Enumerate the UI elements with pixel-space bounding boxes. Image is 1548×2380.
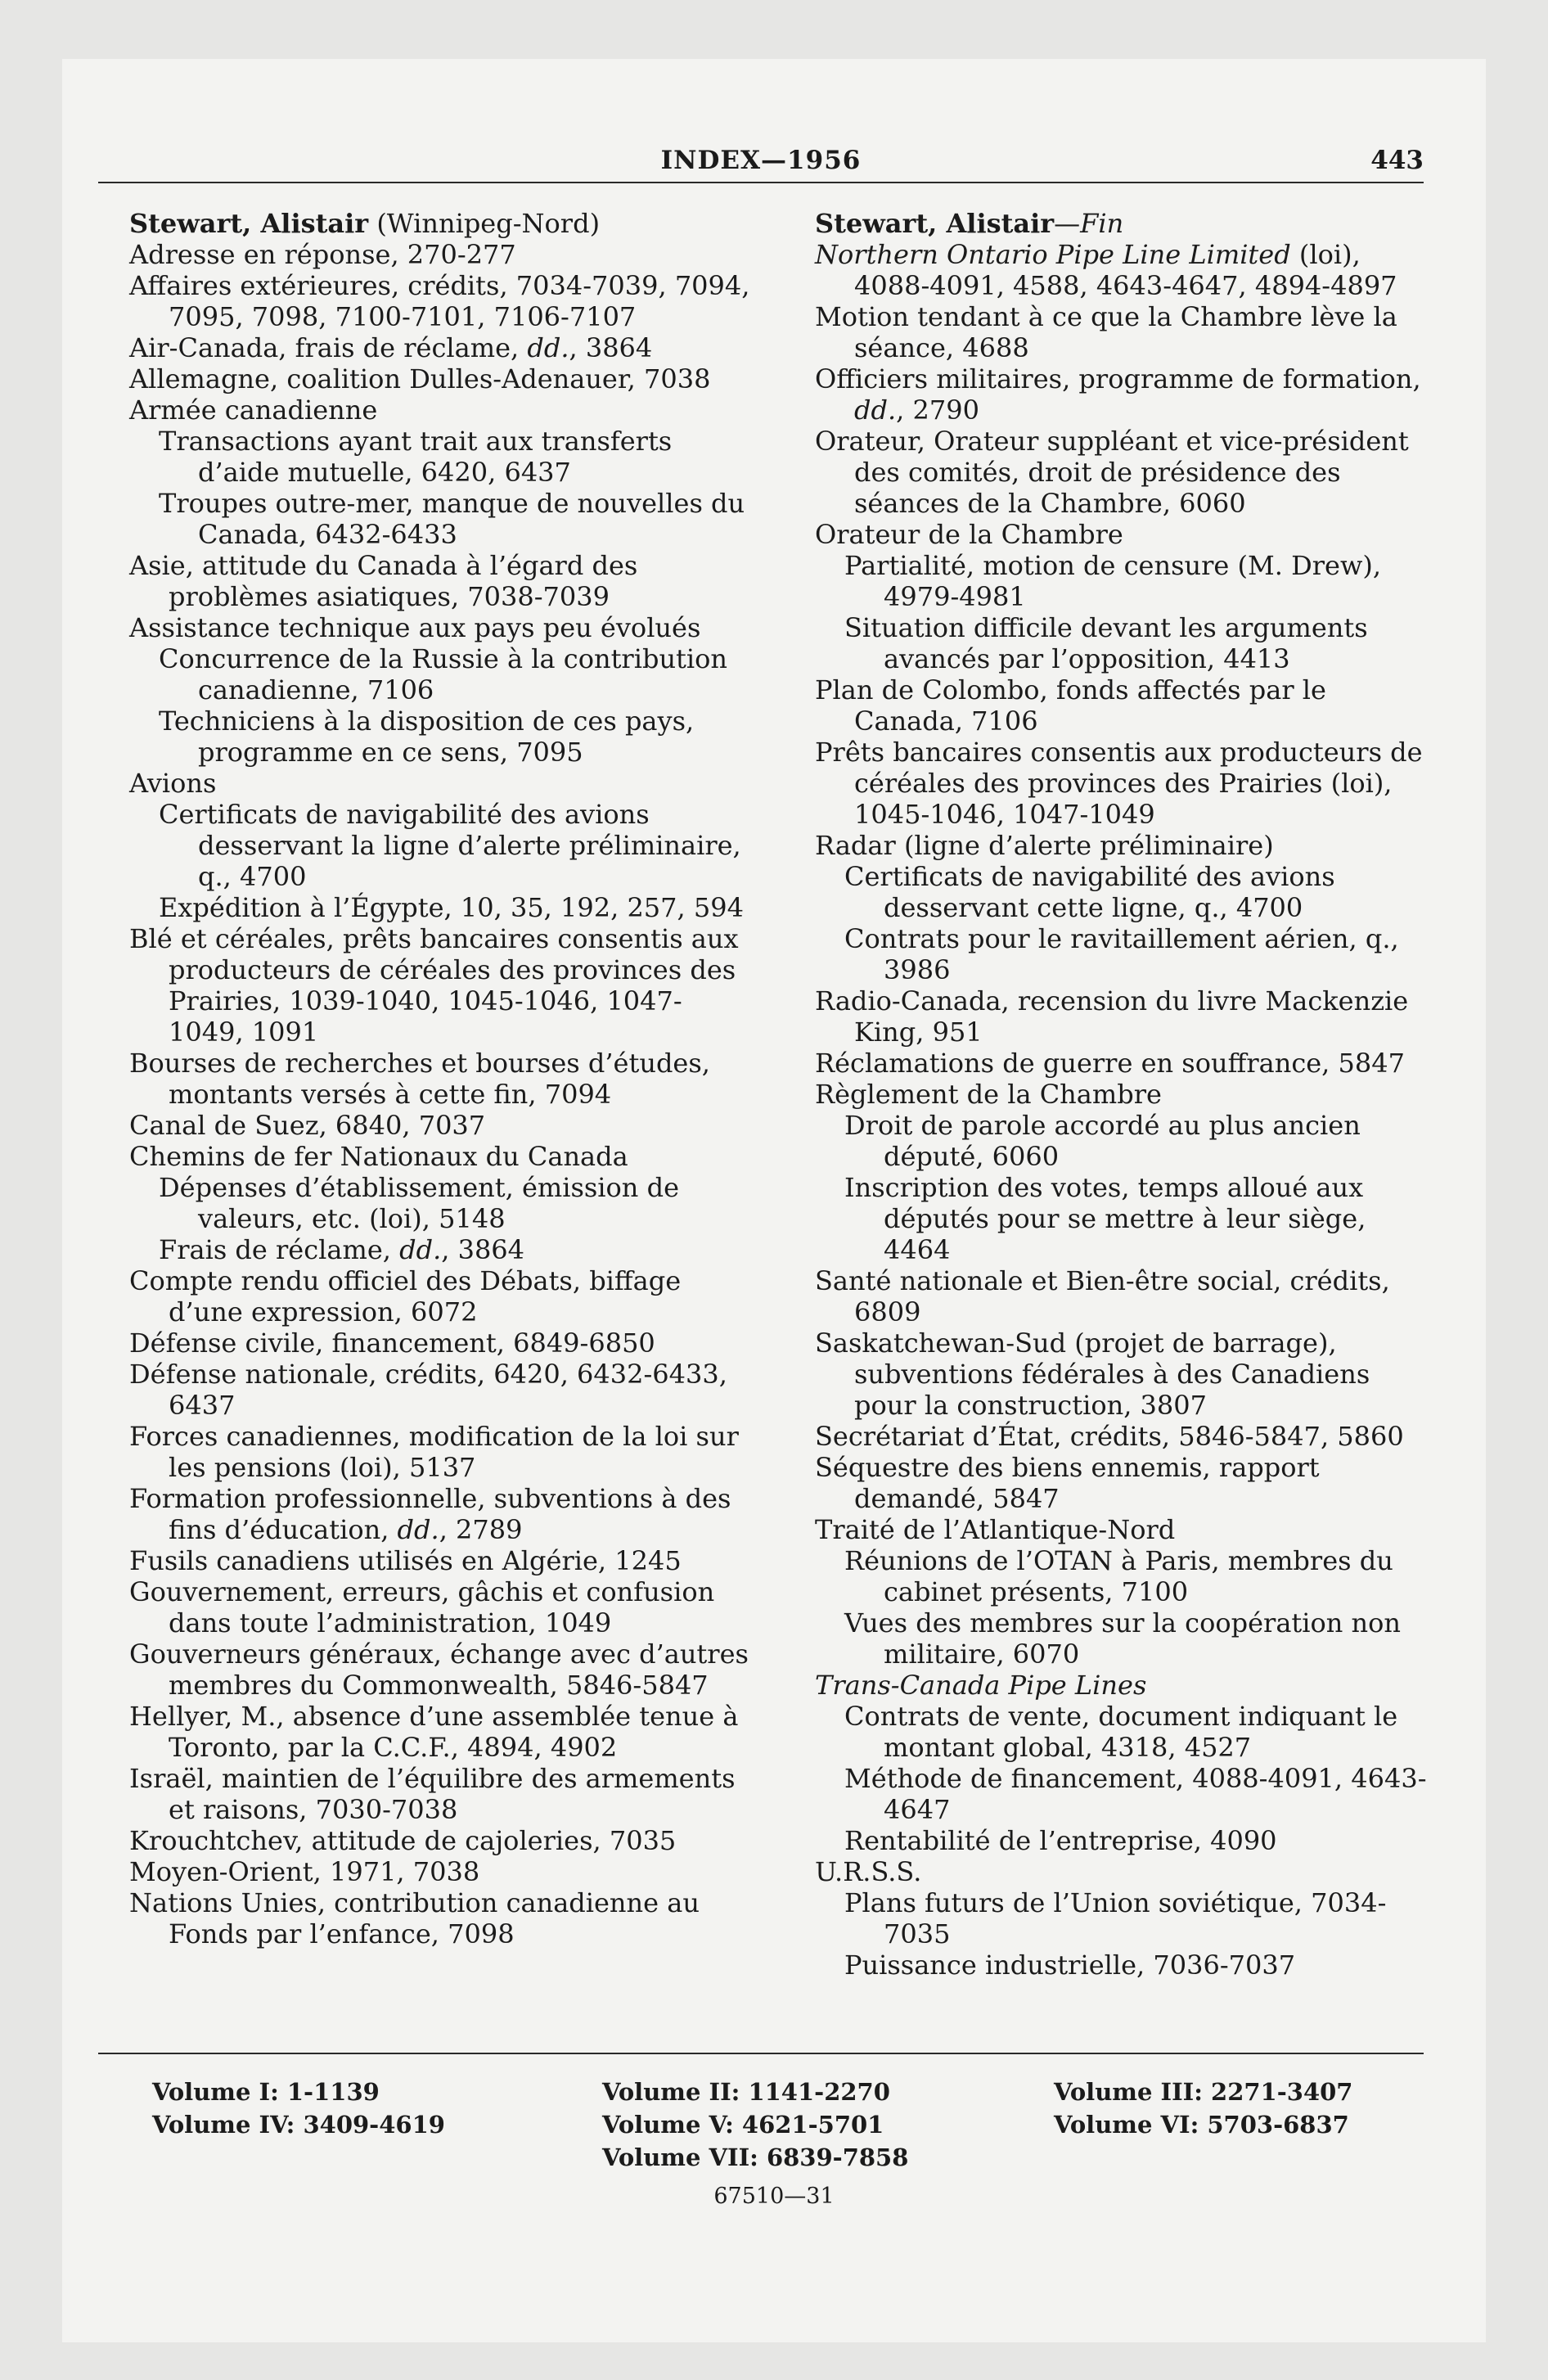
index-subentry: Méthode de financement, 4088-4091, 4643-4647 xyxy=(844,1763,1427,1825)
index-subentry: Partialité, motion de censure (M. Drew), 4979-4981 xyxy=(844,550,1382,612)
index-entry: Chemins de fer Nationaux du Canada xyxy=(129,1141,628,1172)
index-entry: Santé nationale et Bien-être social, crédits, 6809 xyxy=(815,1265,1390,1327)
header-rule xyxy=(98,182,1424,183)
index-entry: Secrétariat d’État, crédits, 5846-5847, 5860 xyxy=(815,1421,1404,1452)
index-subentry: Plans futurs de l’Union soviétique, 7034-7035 xyxy=(844,1887,1387,1950)
index-subentry: Contrats de vente, document indiquant le montant global, 4318, 4527 xyxy=(844,1701,1398,1763)
index-subentry: Puissance industrielle, 7036-7037 xyxy=(844,1950,1296,1981)
index-entry: Avions xyxy=(129,768,217,799)
index-entry: Formation professionnelle, subventions à des fins d’éducation, dd., 2789 xyxy=(129,1483,731,1545)
volume-3: Volume III: 2271-3407 xyxy=(1054,2078,1353,2106)
index-entry: Blé et céréales, prêts bancaires consentis aux producteurs de céréales des provinces des Prairies, 1039-1040, 1045-1046, 1047-1049, 1091 xyxy=(129,923,739,1048)
index-subentry: Rentabilité de l’entreprise, 4090 xyxy=(844,1825,1277,1856)
index-entry: Gouvernement, erreurs, gâchis et confusion dans toute l’administration, 1049 xyxy=(129,1576,715,1639)
index-entry: Northern Ontario Pipe Line Limited (loi), 4088-4091, 4588, 4643-4647, 4894-4897 xyxy=(815,239,1397,301)
index-entry: Défense civile, financement, 6849-6850 xyxy=(129,1327,655,1359)
index-entry: Officiers militaires, programme de formation, dd., 2790 xyxy=(815,363,1421,426)
index-entry: Défense nationale, crédits, 6420, 6432-6433, 6437 xyxy=(129,1359,727,1421)
index-entry: Armée canadienne xyxy=(129,394,378,426)
index-entry: Orateur de la Chambre xyxy=(815,519,1123,550)
index-subentry: Droit de parole accordé au plus ancien député, 6060 xyxy=(844,1110,1361,1172)
volume-2: Volume II: 1141-2270 xyxy=(602,2078,890,2106)
index-subentry: Troupes outre-mer, manque de nouvelles du Canada, 6432-6433 xyxy=(159,488,745,550)
index-heading: Stewart, Alistair (Winnipeg-Nord) xyxy=(129,208,601,239)
index-entry: Canal de Suez, 6840, 7037 xyxy=(129,1110,486,1141)
index-entry: Séquestre des biens ennemis, rapport demandé, 5847 xyxy=(815,1452,1320,1514)
index-entry: Nations Unies, contribution canadienne au Fonds par l’enfance, 7098 xyxy=(129,1887,700,1950)
index-subentry: Certificats de navigabilité des avions desservant la ligne d’alerte préliminaire, q., 4700 xyxy=(159,799,741,892)
index-entry: Hellyer, M., absence d’une assemblée tenue à Toronto, par la C.C.F., 4894, 4902 xyxy=(129,1701,739,1763)
index-entry: Trans-Canada Pipe Lines xyxy=(815,1670,1147,1701)
index-entry: Motion tendant à ce que la Chambre lève la séance, 4688 xyxy=(815,301,1397,363)
index-subentry: Certificats de navigabilité des avions desservant cette ligne, q., 4700 xyxy=(844,861,1335,923)
index-entry: Plan de Colombo, fonds affectés par le Canada, 7106 xyxy=(815,674,1326,737)
index-subentry: Réunions de l’OTAN à Paris, membres du cabinet présents, 7100 xyxy=(844,1545,1393,1607)
index-entry: Fusils canadiens utilisés en Algérie, 1245 xyxy=(129,1545,682,1576)
index-entry: Air-Canada, frais de réclame, dd., 3864 xyxy=(129,332,653,363)
index-entry: Prêts bancaires consentis aux producteurs de céréales des provinces des Prairies (loi), 1045-1046, 1047-1049 xyxy=(815,737,1423,830)
index-subentry: Dépenses d’établissement, émission de valeurs, etc. (loi), 5148 xyxy=(159,1172,679,1234)
footer-rule xyxy=(98,2053,1424,2054)
volume-6: Volume VI: 5703-6837 xyxy=(1054,2111,1349,2139)
index-entry: Asie, attitude du Canada à l’égard des problèmes asiatiques, 7038-7039 xyxy=(129,550,638,612)
index-entry: Forces canadiennes, modification de la loi sur les pensions (loi), 5137 xyxy=(129,1421,739,1483)
page-number: 443 xyxy=(1370,146,1424,175)
index-heading: Stewart, Alistair—Fin xyxy=(815,208,1124,239)
index-entry: Bourses de recherches et bourses d’études, montants versés à cette fin, 7094 xyxy=(129,1048,710,1110)
page-header xyxy=(98,146,1424,178)
index-subentry: Inscription des votes, temps alloué aux députés pour se mettre à leur siège, 4464 xyxy=(844,1172,1366,1265)
index-entry: Saskatchewan-Sud (projet de barrage), subventions fédérales à des Canadiens pour la construction, 3807 xyxy=(815,1327,1370,1421)
index-subentry: Contrats pour le ravitaillement aérien, q., 3986 xyxy=(844,923,1399,985)
index-entry: Gouverneurs généraux, échange avec d’autres membres du Commonwealth, 5846-5847 xyxy=(129,1639,749,1701)
index-entry: Compte rendu officiel des Débats, biffage d’une expression, 6072 xyxy=(129,1265,682,1327)
index-entry: Traité de l’Atlantique-Nord xyxy=(815,1514,1176,1545)
index-entry: Radar (ligne d’alerte préliminaire) xyxy=(815,830,1274,861)
index-entry: Israël, maintien de l’équilibre des armements et raisons, 7030-7038 xyxy=(129,1763,736,1825)
index-column-left xyxy=(129,208,751,1950)
index-entry: Krouchtchev, attitude de cajoleries, 7035 xyxy=(129,1825,677,1856)
index-subentry: Expédition à l’Égypte, 10, 35, 192, 257, 594 xyxy=(159,892,744,923)
index-entry: Réclamations de guerre en souffrance, 5847 xyxy=(815,1048,1405,1079)
index-entry: Radio-Canada, recension du livre Mackenzie King, 951 xyxy=(815,985,1409,1048)
index-entry: Allemagne, coalition Dulles-Adenauer, 7038 xyxy=(129,363,711,394)
volume-7: Volume VII: 6839-7858 xyxy=(602,2143,909,2171)
volume-4: Volume IV: 3409-4619 xyxy=(152,2111,445,2139)
index-entry: Règlement de la Chambre xyxy=(815,1079,1162,1110)
index-entry: Moyen-Orient, 1971, 7038 xyxy=(129,1856,480,1887)
index-entry: Assistance technique aux pays peu évolués xyxy=(129,612,701,643)
index-subentry: Concurrence de la Russie à la contribution canadienne, 7106 xyxy=(159,643,728,705)
volume-5: Volume V: 4621-5701 xyxy=(602,2111,884,2139)
index-subentry: Situation difficile devant les arguments avancés par l’opposition, 4413 xyxy=(844,612,1368,674)
index-subentry: Frais de réclame, dd., 3864 xyxy=(159,1234,525,1265)
index-entry: Affaires extérieures, crédits, 7034-7039, 7094, 7095, 7098, 7100-7101, 7106-7107 xyxy=(129,270,750,332)
index-entry: Orateur, Orateur suppléant et vice-président des comités, droit de présidence des séances de la Chambre, 6060 xyxy=(815,426,1409,519)
index-subentry: Techniciens à la disposition de ces pays, programme en ce sens, 7095 xyxy=(159,705,695,768)
index-subentry: Transactions ayant trait aux transferts d’aide mutuelle, 6420, 6437 xyxy=(159,426,673,488)
index-entry: U.R.S.S. xyxy=(815,1856,922,1887)
index-entry: Adresse en réponse, 270-277 xyxy=(129,239,516,270)
page-title: INDEX—1956 xyxy=(660,146,862,175)
volume-1: Volume I: 1-1139 xyxy=(152,2078,380,2106)
index-column-right xyxy=(815,208,1437,1981)
index-subentry: Vues des membres sur la coopération non militaire, 6070 xyxy=(844,1607,1402,1670)
print-code: 67510—31 xyxy=(713,2184,835,2209)
